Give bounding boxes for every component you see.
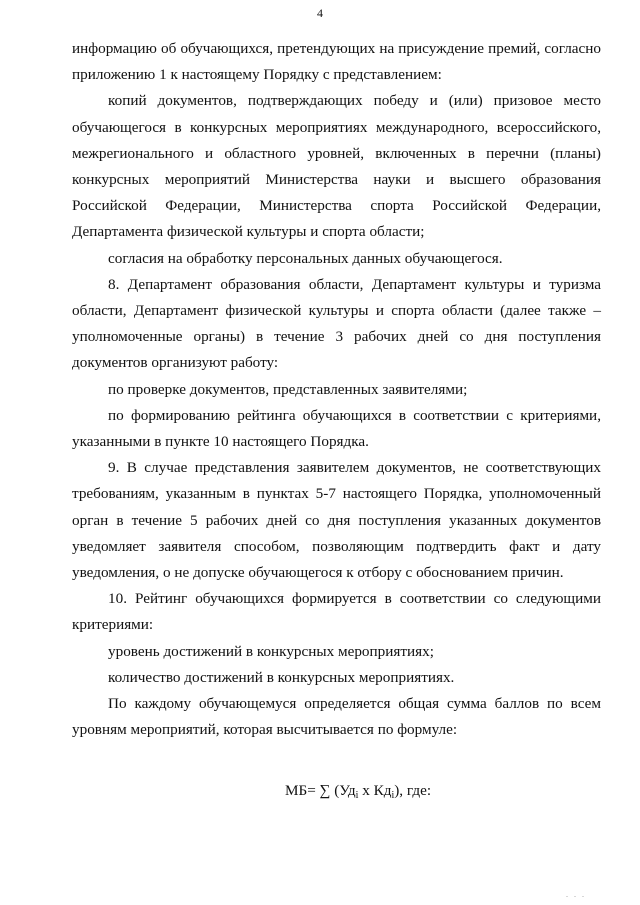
paragraph-6: по формированию рейтинга обучающихся в соответствии с критериями, указанными в пункте 10 настоящего Порядка. — [72, 406, 601, 451]
formula-term-kd: Кд — [373, 782, 392, 799]
formula-open: ( — [334, 782, 340, 799]
formula-term-ud: Уд — [339, 782, 356, 799]
corner-mark: . . . — [566, 890, 586, 899]
formula-subscript-2: i — [391, 790, 395, 801]
paragraph-11: По каждому обучающемуся определяется общая сумма баллов по всем уровням мероприятий, которая высчитывается по формуле: — [72, 695, 601, 739]
paragraph-8: 10. Рейтинг обучающихся формируется в соответствии со следующими критериями: — [72, 590, 601, 634]
formula-subscript-1: i — [355, 790, 359, 801]
formula — [285, 782, 431, 800]
formula-lhs: МБ= — [285, 782, 316, 799]
paragraph-4: 8. Департамент образования области, Департамент культуры и туризма области, Департамент физической культуры и спорта области (далее также – уполномоченные органы) в течение 3 рабочих дней со дня поступления документов организуют работу: — [72, 275, 601, 372]
paragraph-10: количество достижений в конкурсных мероприятиях. — [108, 668, 455, 686]
formula-times: x — [358, 782, 374, 799]
paragraph-3: согласия на обработку персональных данных обучающегося. — [108, 249, 503, 267]
paragraph-7: 9. В случае представления заявителем документов, не соответствующих требованиям, указанным в пунктах 5-7 настоящего Порядка, уполномоченный орган в течение 5 рабочих дней со дня поступления указанных документов уведомляет заявителя способом, позволяющим подтвердить факт и дату уведомления, о не допуске обучающегося к отбору с обоснованием причин. — [72, 459, 601, 582]
paragraph-1: информацию об обучающихся, претендующих на присуждение премий, согласно приложению 1 к настоящему Порядку с представлением: — [72, 40, 601, 84]
page-number: 4 — [317, 6, 323, 20]
paragraph-9: уровень достижений в конкурсных мероприятиях; — [108, 642, 434, 660]
formula-close: ), где: — [394, 782, 432, 799]
paragraph-5: по проверке документов, представленных заявителями; — [108, 380, 468, 398]
document-body — [72, 36, 601, 743]
paragraph-2: копий документов, подтверждающих победу и (или) призовое место обучающегося в конкурсных мероприятиях международного, всероссийского, межрегионального и областного уровней, включенных в перечни (планы) конкурсных мероприятий Министерства науки и высшего образования Российской Федерации, Министерства спорта Российской Федерации, Департамента физической культуры и спорта области; — [72, 92, 601, 241]
formula-sum-symbol: ∑ — [319, 782, 331, 799]
